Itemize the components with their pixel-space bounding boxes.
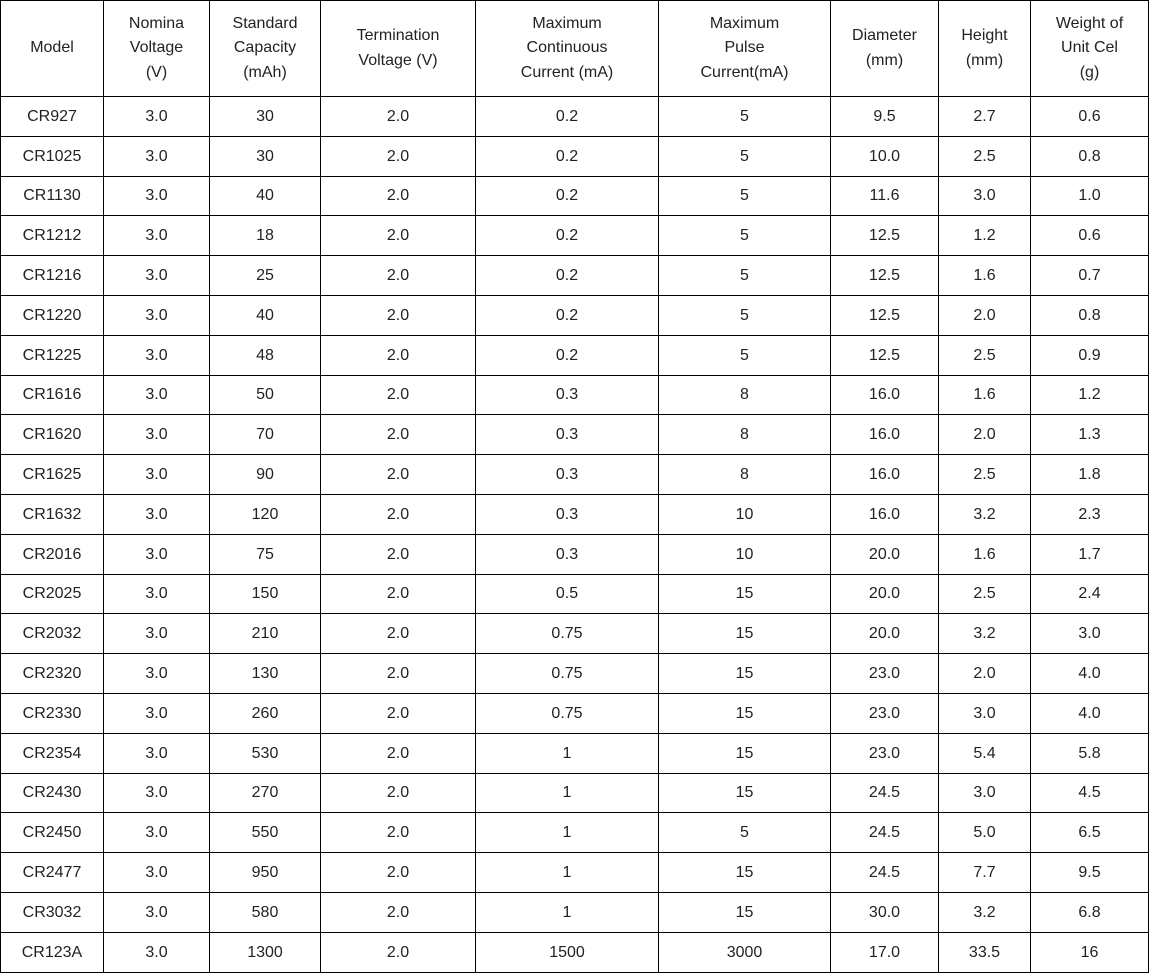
- cell-nominal-voltage: 3.0: [104, 136, 210, 176]
- cell-termination-voltage: 2.0: [321, 415, 476, 455]
- cell-weight: 1.0: [1031, 176, 1149, 216]
- cell-model: CR123A: [1, 932, 104, 972]
- cell-standard-capacity: 70: [210, 415, 321, 455]
- cell-max-pulse-current: 5: [659, 295, 831, 335]
- table-row: [1, 335, 1149, 375]
- cell-diameter: 24.5: [831, 853, 939, 893]
- table-row: [1, 97, 1149, 137]
- cell-weight: 4.5: [1031, 773, 1149, 813]
- table-row: [1, 176, 1149, 216]
- cell-nominal-voltage: 3.0: [104, 853, 210, 893]
- cell-max-pulse-current: 5: [659, 176, 831, 216]
- cell-nominal-voltage: 3.0: [104, 654, 210, 694]
- table-row: [1, 773, 1149, 813]
- header-nominal-voltage: Nomina Voltage (V): [104, 1, 210, 97]
- cell-weight: 16: [1031, 932, 1149, 972]
- cell-height: 3.0: [939, 176, 1031, 216]
- cell-height: 3.2: [939, 614, 1031, 654]
- cell-weight: 0.9: [1031, 335, 1149, 375]
- cell-weight: 2.4: [1031, 574, 1149, 614]
- cell-diameter: 24.5: [831, 813, 939, 853]
- cell-termination-voltage: 2.0: [321, 932, 476, 972]
- cell-weight: 6.5: [1031, 813, 1149, 853]
- cell-termination-voltage: 2.0: [321, 773, 476, 813]
- cell-height: 2.5: [939, 455, 1031, 495]
- cell-max-pulse-current: 15: [659, 773, 831, 813]
- cell-height: 3.0: [939, 773, 1031, 813]
- header-max-continuous-current: Maximum Continuous Current (mA): [476, 1, 659, 97]
- cell-diameter: 20.0: [831, 574, 939, 614]
- table-row: [1, 932, 1149, 972]
- cell-max-continuous-current: 1: [476, 733, 659, 773]
- cell-standard-capacity: 210: [210, 614, 321, 654]
- cell-model: CR2430: [1, 773, 104, 813]
- cell-model: CR1212: [1, 216, 104, 256]
- cell-diameter: 12.5: [831, 295, 939, 335]
- cell-termination-voltage: 2.0: [321, 853, 476, 893]
- cell-height: 1.6: [939, 375, 1031, 415]
- cell-diameter: 23.0: [831, 693, 939, 733]
- cell-max-continuous-current: 0.2: [476, 136, 659, 176]
- cell-max-continuous-current: 0.3: [476, 534, 659, 574]
- cell-nominal-voltage: 3.0: [104, 97, 210, 137]
- cell-nominal-voltage: 3.0: [104, 932, 210, 972]
- cell-max-continuous-current: 0.3: [476, 494, 659, 534]
- cell-nominal-voltage: 3.0: [104, 614, 210, 654]
- cell-termination-voltage: 2.0: [321, 176, 476, 216]
- cell-weight: 1.8: [1031, 455, 1149, 495]
- cell-max-pulse-current: 5: [659, 256, 831, 296]
- cell-max-continuous-current: 0.2: [476, 97, 659, 137]
- cell-model: CR1616: [1, 375, 104, 415]
- cell-max-pulse-current: 15: [659, 733, 831, 773]
- cell-max-pulse-current: 15: [659, 693, 831, 733]
- cell-nominal-voltage: 3.0: [104, 415, 210, 455]
- cell-termination-voltage: 2.0: [321, 892, 476, 932]
- cell-max-continuous-current: 0.75: [476, 693, 659, 733]
- table-row: [1, 534, 1149, 574]
- cell-max-pulse-current: 5: [659, 136, 831, 176]
- cell-nominal-voltage: 3.0: [104, 574, 210, 614]
- cell-weight: 2.3: [1031, 494, 1149, 534]
- table-row: [1, 574, 1149, 614]
- cell-height: 2.5: [939, 574, 1031, 614]
- cell-diameter: 16.0: [831, 494, 939, 534]
- table-row: [1, 733, 1149, 773]
- cell-model: CR2354: [1, 733, 104, 773]
- header-weight: Weight of Unit Cel (g): [1031, 1, 1149, 97]
- cell-termination-voltage: 2.0: [321, 375, 476, 415]
- cell-height: 3.2: [939, 494, 1031, 534]
- cell-standard-capacity: 260: [210, 693, 321, 733]
- table-row: [1, 455, 1149, 495]
- cell-termination-voltage: 2.0: [321, 614, 476, 654]
- cell-weight: 1.3: [1031, 415, 1149, 455]
- cell-model: CR1130: [1, 176, 104, 216]
- cell-max-continuous-current: 0.2: [476, 295, 659, 335]
- table-row: [1, 256, 1149, 296]
- cell-diameter: 9.5: [831, 97, 939, 137]
- cell-max-continuous-current: 0.2: [476, 256, 659, 296]
- cell-max-continuous-current: 1: [476, 773, 659, 813]
- cell-model: CR927: [1, 97, 104, 137]
- cell-max-continuous-current: 1: [476, 892, 659, 932]
- header-termination-voltage: Termination Voltage (V): [321, 1, 476, 97]
- cell-standard-capacity: 120: [210, 494, 321, 534]
- table-row: [1, 216, 1149, 256]
- table-row: [1, 892, 1149, 932]
- cell-nominal-voltage: 3.0: [104, 892, 210, 932]
- cell-diameter: 16.0: [831, 455, 939, 495]
- cell-termination-voltage: 2.0: [321, 494, 476, 534]
- cell-weight: 6.8: [1031, 892, 1149, 932]
- cell-termination-voltage: 2.0: [321, 574, 476, 614]
- cell-model: CR2330: [1, 693, 104, 733]
- table-row: [1, 654, 1149, 694]
- cell-nominal-voltage: 3.0: [104, 813, 210, 853]
- cell-weight: 0.7: [1031, 256, 1149, 296]
- cell-max-pulse-current: 10: [659, 534, 831, 574]
- cell-model: CR2032: [1, 614, 104, 654]
- cell-standard-capacity: 530: [210, 733, 321, 773]
- cell-nominal-voltage: 3.0: [104, 335, 210, 375]
- cell-weight: 0.8: [1031, 295, 1149, 335]
- cell-max-continuous-current: 0.3: [476, 455, 659, 495]
- cell-weight: 5.8: [1031, 733, 1149, 773]
- cell-model: CR2477: [1, 853, 104, 893]
- cell-max-pulse-current: 8: [659, 375, 831, 415]
- cell-max-continuous-current: 1: [476, 813, 659, 853]
- cell-model: CR2450: [1, 813, 104, 853]
- cell-height: 1.6: [939, 256, 1031, 296]
- cell-nominal-voltage: 3.0: [104, 693, 210, 733]
- cell-max-continuous-current: 0.2: [476, 176, 659, 216]
- cell-standard-capacity: 150: [210, 574, 321, 614]
- cell-height: 2.7: [939, 97, 1031, 137]
- cell-max-continuous-current: 0.2: [476, 335, 659, 375]
- cell-diameter: 30.0: [831, 892, 939, 932]
- cell-diameter: 23.0: [831, 654, 939, 694]
- cell-standard-capacity: 18: [210, 216, 321, 256]
- cell-standard-capacity: 40: [210, 176, 321, 216]
- table-row: [1, 853, 1149, 893]
- cell-termination-voltage: 2.0: [321, 256, 476, 296]
- cell-model: CR1025: [1, 136, 104, 176]
- table-row: [1, 295, 1149, 335]
- cell-model: CR1220: [1, 295, 104, 335]
- cell-max-continuous-current: 1: [476, 853, 659, 893]
- cell-standard-capacity: 90: [210, 455, 321, 495]
- cell-height: 1.2: [939, 216, 1031, 256]
- cell-diameter: 20.0: [831, 614, 939, 654]
- cell-height: 33.5: [939, 932, 1031, 972]
- cell-standard-capacity: 40: [210, 295, 321, 335]
- header-height: Height (mm): [939, 1, 1031, 97]
- table-row: [1, 614, 1149, 654]
- table-row: [1, 494, 1149, 534]
- cell-max-continuous-current: 0.2: [476, 216, 659, 256]
- cell-height: 2.0: [939, 654, 1031, 694]
- cell-height: 7.7: [939, 853, 1031, 893]
- cell-max-pulse-current: 15: [659, 574, 831, 614]
- cell-model: CR1625: [1, 455, 104, 495]
- cell-height: 3.2: [939, 892, 1031, 932]
- cell-standard-capacity: 50: [210, 375, 321, 415]
- cell-nominal-voltage: 3.0: [104, 176, 210, 216]
- cell-weight: 3.0: [1031, 614, 1149, 654]
- cell-max-pulse-current: 3000: [659, 932, 831, 972]
- cell-standard-capacity: 550: [210, 813, 321, 853]
- cell-diameter: 12.5: [831, 216, 939, 256]
- cell-diameter: 17.0: [831, 932, 939, 972]
- cell-max-continuous-current: 0.75: [476, 654, 659, 694]
- header-max-pulse-current: Maximum Pulse Current(mA): [659, 1, 831, 97]
- cell-nominal-voltage: 3.0: [104, 773, 210, 813]
- cell-height: 2.5: [939, 136, 1031, 176]
- cell-max-pulse-current: 10: [659, 494, 831, 534]
- cell-termination-voltage: 2.0: [321, 136, 476, 176]
- cell-nominal-voltage: 3.0: [104, 733, 210, 773]
- cell-termination-voltage: 2.0: [321, 813, 476, 853]
- cell-model: CR1225: [1, 335, 104, 375]
- cell-weight: 0.6: [1031, 216, 1149, 256]
- cell-weight: 9.5: [1031, 853, 1149, 893]
- cell-weight: 1.7: [1031, 534, 1149, 574]
- cell-diameter: 12.5: [831, 256, 939, 296]
- cell-diameter: 16.0: [831, 415, 939, 455]
- cell-weight: 0.6: [1031, 97, 1149, 137]
- cell-standard-capacity: 30: [210, 97, 321, 137]
- cell-diameter: 10.0: [831, 136, 939, 176]
- cell-model: CR2320: [1, 654, 104, 694]
- cell-weight: 4.0: [1031, 654, 1149, 694]
- cell-max-continuous-current: 0.3: [476, 415, 659, 455]
- cell-max-pulse-current: 15: [659, 892, 831, 932]
- cell-nominal-voltage: 3.0: [104, 455, 210, 495]
- header-diameter: Diameter (mm): [831, 1, 939, 97]
- cell-weight: 0.8: [1031, 136, 1149, 176]
- cell-standard-capacity: 1300: [210, 932, 321, 972]
- cell-weight: 1.2: [1031, 375, 1149, 415]
- cell-max-pulse-current: 15: [659, 853, 831, 893]
- cell-model: CR1620: [1, 415, 104, 455]
- header-standard-capacity: Standard Capacity (mAh): [210, 1, 321, 97]
- cell-max-pulse-current: 5: [659, 216, 831, 256]
- cell-nominal-voltage: 3.0: [104, 375, 210, 415]
- cell-max-continuous-current: 0.3: [476, 375, 659, 415]
- cell-termination-voltage: 2.0: [321, 295, 476, 335]
- cell-max-pulse-current: 15: [659, 654, 831, 694]
- cell-max-continuous-current: 0.75: [476, 614, 659, 654]
- cell-height: 2.5: [939, 335, 1031, 375]
- cell-standard-capacity: 580: [210, 892, 321, 932]
- cell-termination-voltage: 2.0: [321, 216, 476, 256]
- cell-model: CR2025: [1, 574, 104, 614]
- cell-max-pulse-current: 8: [659, 455, 831, 495]
- cell-diameter: 16.0: [831, 375, 939, 415]
- cell-height: 5.0: [939, 813, 1031, 853]
- cell-nominal-voltage: 3.0: [104, 256, 210, 296]
- cell-max-pulse-current: 5: [659, 335, 831, 375]
- cell-termination-voltage: 2.0: [321, 97, 476, 137]
- cell-standard-capacity: 48: [210, 335, 321, 375]
- cell-standard-capacity: 75: [210, 534, 321, 574]
- cell-height: 3.0: [939, 693, 1031, 733]
- cell-diameter: 24.5: [831, 773, 939, 813]
- cell-max-pulse-current: 5: [659, 97, 831, 137]
- cell-termination-voltage: 2.0: [321, 455, 476, 495]
- cell-max-pulse-current: 8: [659, 415, 831, 455]
- cell-standard-capacity: 30: [210, 136, 321, 176]
- cell-termination-voltage: 2.0: [321, 733, 476, 773]
- table-row: [1, 813, 1149, 853]
- cell-max-continuous-current: 1500: [476, 932, 659, 972]
- cell-height: 2.0: [939, 295, 1031, 335]
- cell-max-pulse-current: 5: [659, 813, 831, 853]
- cell-diameter: 12.5: [831, 335, 939, 375]
- cell-termination-voltage: 2.0: [321, 654, 476, 694]
- cell-nominal-voltage: 3.0: [104, 534, 210, 574]
- cell-max-pulse-current: 15: [659, 614, 831, 654]
- cell-standard-capacity: 950: [210, 853, 321, 893]
- cell-diameter: 20.0: [831, 534, 939, 574]
- table-body: [1, 97, 1149, 973]
- cell-standard-capacity: 270: [210, 773, 321, 813]
- cell-nominal-voltage: 3.0: [104, 494, 210, 534]
- cell-model: CR3032: [1, 892, 104, 932]
- table-row: [1, 415, 1149, 455]
- cell-model: CR1216: [1, 256, 104, 296]
- cell-termination-voltage: 2.0: [321, 693, 476, 733]
- cell-diameter: 23.0: [831, 733, 939, 773]
- cell-weight: 4.0: [1031, 693, 1149, 733]
- cell-height: 2.0: [939, 415, 1031, 455]
- header-model: Model: [1, 1, 104, 97]
- cell-height: 5.4: [939, 733, 1031, 773]
- cell-model: CR1632: [1, 494, 104, 534]
- cell-standard-capacity: 130: [210, 654, 321, 694]
- table-row: [1, 693, 1149, 733]
- cell-nominal-voltage: 3.0: [104, 295, 210, 335]
- cell-diameter: 11.6: [831, 176, 939, 216]
- table-row: [1, 375, 1149, 415]
- cell-height: 1.6: [939, 534, 1031, 574]
- header-row: [1, 1, 1149, 97]
- cell-max-continuous-current: 0.5: [476, 574, 659, 614]
- cell-model: CR2016: [1, 534, 104, 574]
- cell-termination-voltage: 2.0: [321, 534, 476, 574]
- cell-nominal-voltage: 3.0: [104, 216, 210, 256]
- cell-standard-capacity: 25: [210, 256, 321, 296]
- table-row: [1, 136, 1149, 176]
- cell-termination-voltage: 2.0: [321, 335, 476, 375]
